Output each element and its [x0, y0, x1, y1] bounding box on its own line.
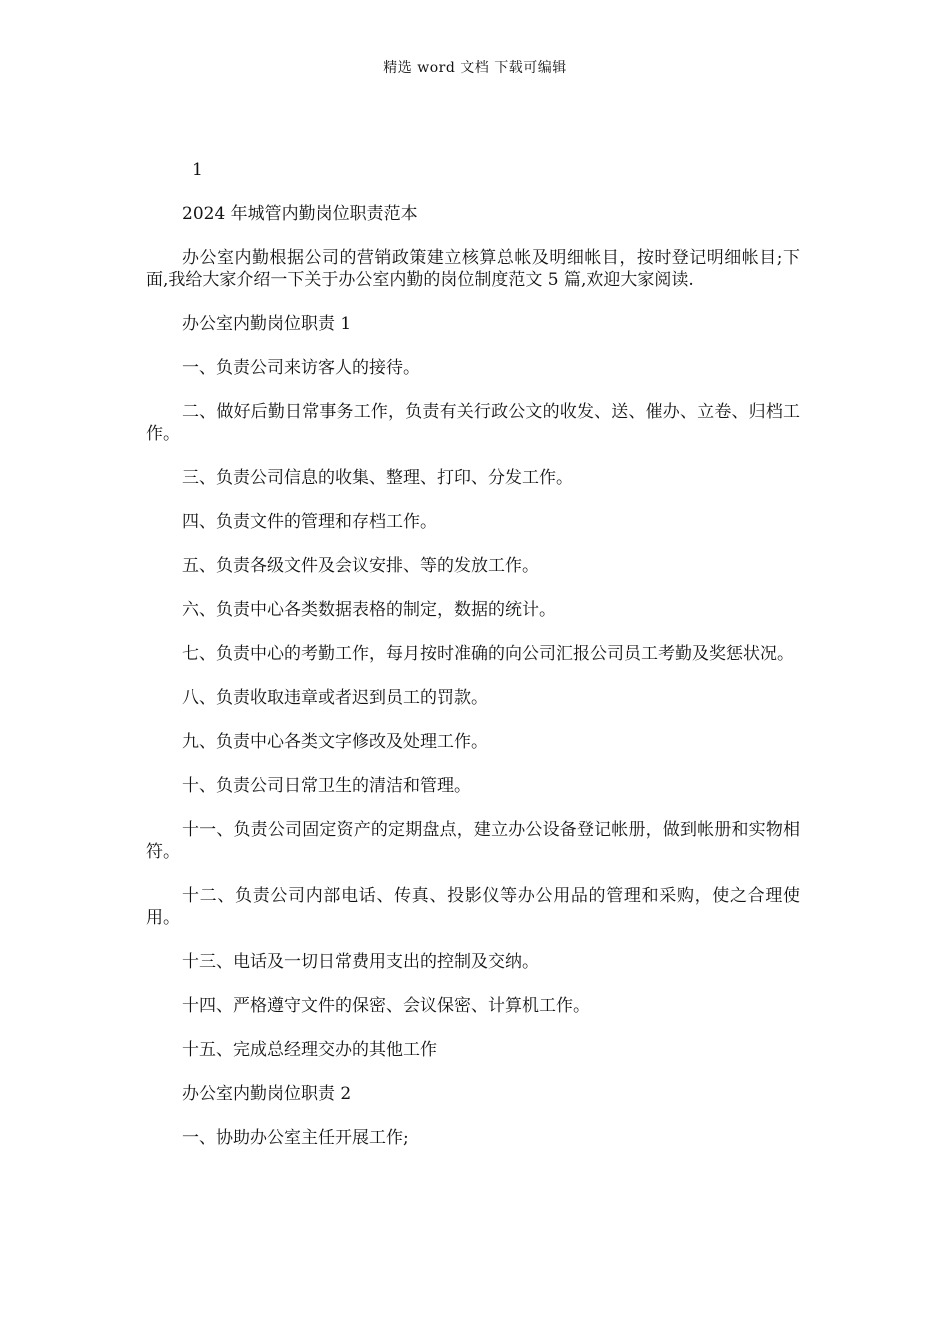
document-title: 2024 年城管内勤岗位职责范本	[182, 204, 418, 224]
section-heading-1: 办公室内勤岗位职责 1	[182, 314, 352, 334]
duty-item-6: 六、负责中心各类数据表格的制定，数据的统计。	[182, 600, 556, 620]
duty-item-10: 十、负责公司日常卫生的清洁和管理。	[182, 776, 471, 796]
document-body	[146, 203, 800, 1171]
duty-item-2-1: 一、协助办公室主任开展工作;	[182, 1128, 409, 1148]
duty-item-4: 四、负责文件的管理和存档工作。	[182, 512, 437, 532]
intro-paragraph: 办公室内勤根据公司的营销政策建立核算总帐及明细帐目，按时登记明细帐目;下面,我给大家介绍一下关于办公室内勤的岗位制度范文 5 篇,欢迎大家阅读.	[146, 248, 800, 290]
duty-item-7: 七、负责中心的考勤工作，每月按时准确的向公司汇报公司员工考勤及奖惩状况。	[182, 644, 794, 664]
duty-item-5: 五、负责各级文件及会议安排、等的发放工作。	[182, 556, 539, 576]
duty-item-12: 十二、负责公司内部电话、传真、投影仪等办公用品的管理和采购，使之合理使用。	[146, 886, 800, 928]
section-heading-2: 办公室内勤岗位职责 2	[182, 1084, 352, 1104]
duty-item-11: 十一、负责公司固定资产的定期盘点，建立办公设备登记帐册，做到帐册和实物相符。	[146, 820, 800, 862]
duty-item-2: 二、做好后勤日常事务工作，负责有关行政公文的收发、送、催办、立卷、归档工作。	[146, 402, 800, 444]
duty-item-1: 一、负责公司来访客人的接待。	[182, 358, 420, 378]
duty-item-8: 八、负责收取违章或者迟到员工的罚款。	[182, 688, 488, 708]
duty-item-14: 十四、严格遵守文件的保密、会议保密、计算机工作。	[182, 996, 590, 1016]
page-number: 1	[192, 160, 203, 180]
duty-item-9: 九、负责中心各类文字修改及处理工作。	[182, 732, 488, 752]
header-note: 精选 word 文档 下载可编辑	[383, 60, 567, 76]
duty-item-13: 十三、电话及一切日常费用支出的控制及交纳。	[182, 952, 539, 972]
duty-item-3: 三、负责公司信息的收集、整理、打印、分发工作。	[182, 468, 573, 488]
duty-item-15: 十五、完成总经理交办的其他工作	[182, 1040, 437, 1060]
